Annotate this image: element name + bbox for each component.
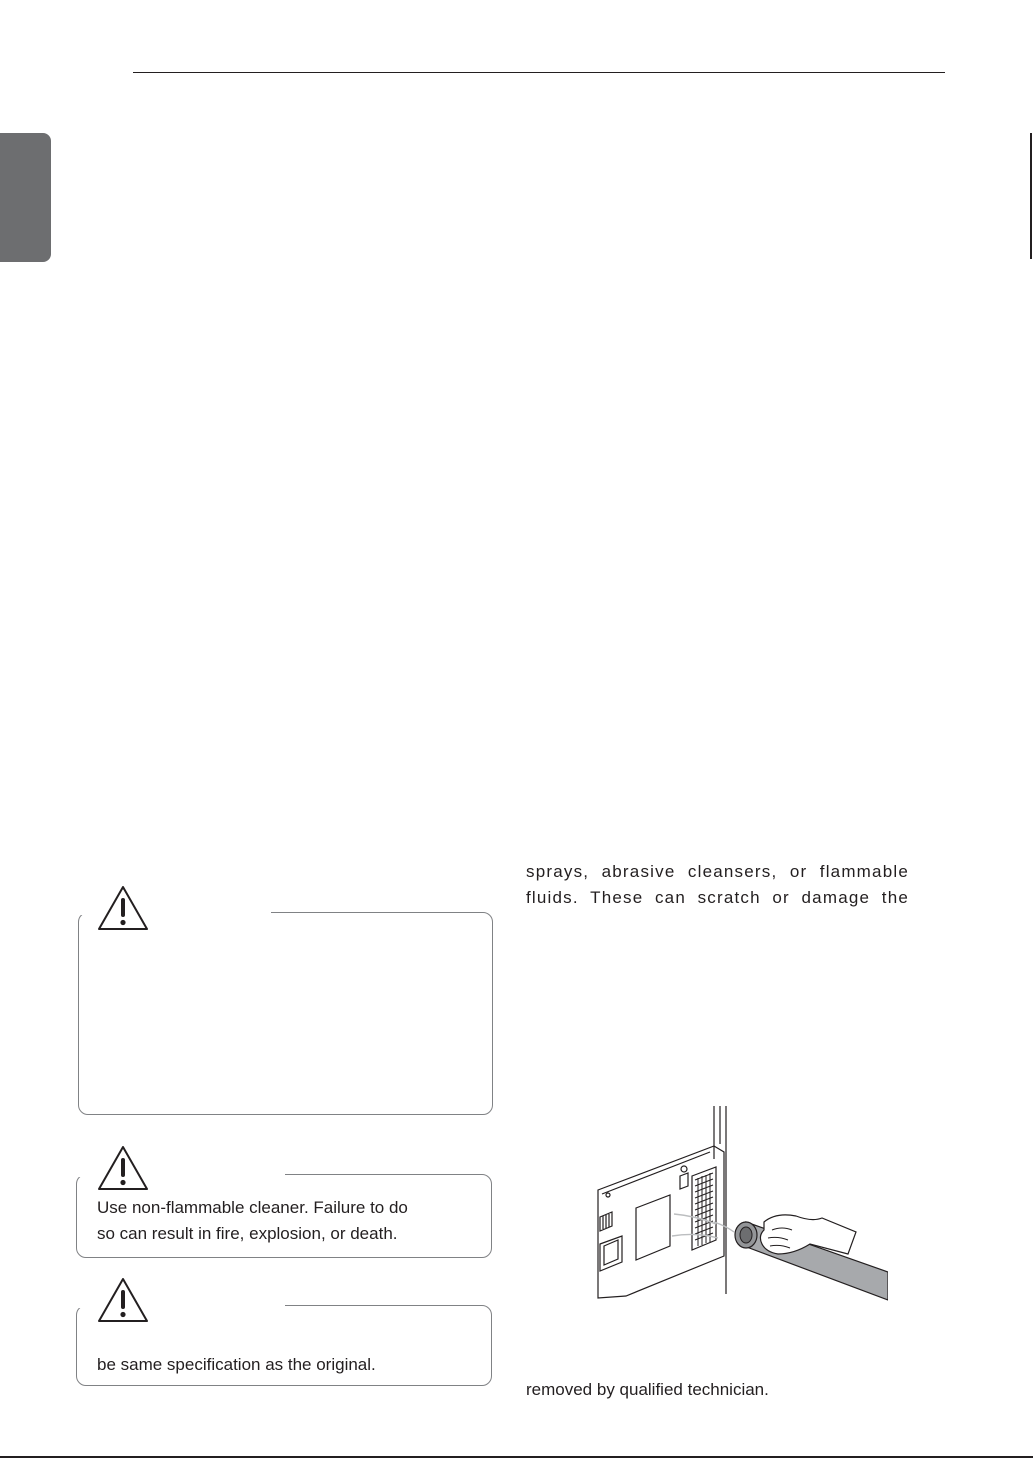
vacuum-cleaning-condenser-icon xyxy=(596,1104,888,1304)
warning-box-1 xyxy=(78,912,493,1115)
warning-triangle-icon xyxy=(96,1144,150,1192)
warning-triangle-icon xyxy=(96,1276,150,1324)
right-bottom-text: removed by qualified technician. xyxy=(526,1380,769,1399)
side-tab xyxy=(0,133,51,262)
warning-triangle-icon xyxy=(96,884,150,932)
warning-3-line-1: be same specification as the original. xyxy=(97,1355,376,1374)
warning-2-line-2: so can result in fire, explosion, or death. xyxy=(97,1224,398,1243)
edge-mark xyxy=(1030,133,1032,259)
right-text-line-2: fluids. These can scratch or damage the xyxy=(526,888,909,907)
footer-rule xyxy=(0,1456,1033,1458)
header-rule xyxy=(133,72,945,73)
warning-2-line-1: Use non-flammable cleaner. Failure to do xyxy=(97,1198,408,1217)
right-text-line-1: sprays, abrasive cleansers, or flammable xyxy=(526,862,909,881)
